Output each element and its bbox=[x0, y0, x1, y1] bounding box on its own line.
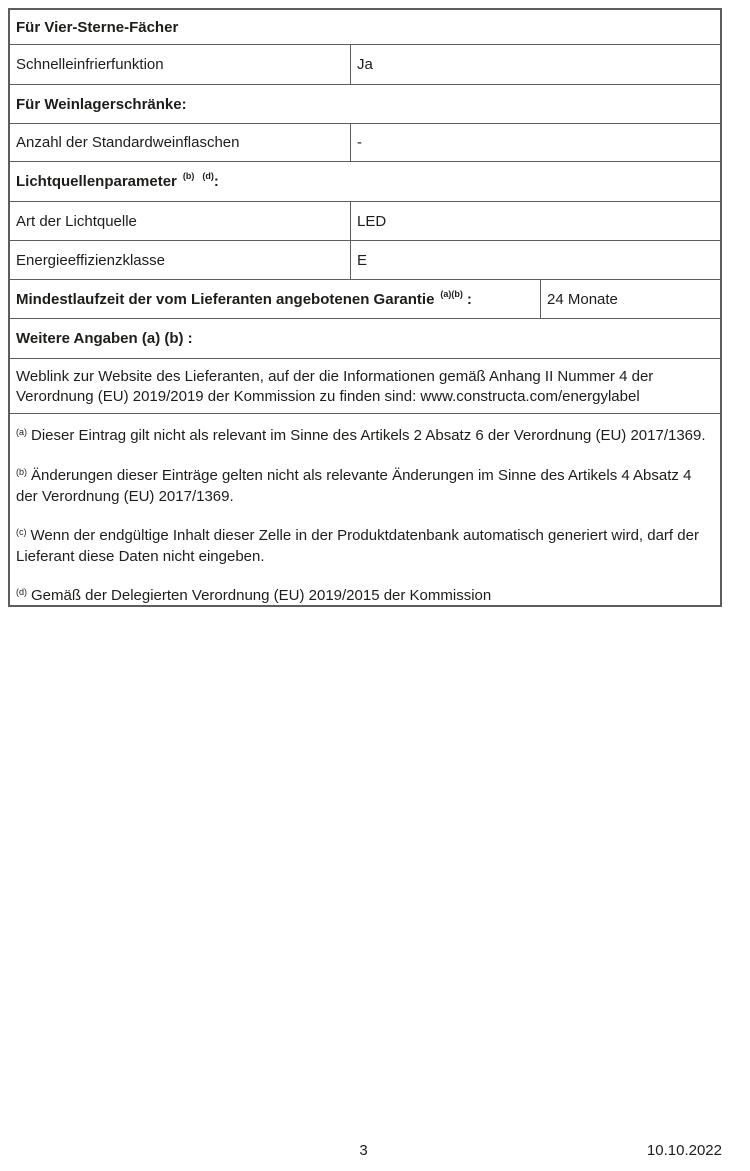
row-value-warranty bbox=[541, 280, 720, 318]
row-value-text: LED bbox=[357, 212, 387, 230]
row-value-wine-bottles bbox=[351, 124, 720, 161]
section-heading-four-star bbox=[10, 10, 720, 44]
table-row-section-wine-storage bbox=[10, 84, 720, 123]
section-heading-additional-info bbox=[10, 319, 720, 358]
row-value-text: 24 Monate bbox=[547, 290, 618, 308]
row-label-text: Art der Lichtquelle bbox=[16, 212, 137, 230]
row-label-wine-bottles bbox=[10, 124, 351, 161]
product-datasheet-table bbox=[8, 8, 722, 607]
row-value-text: - bbox=[357, 134, 362, 151]
table-row-energy-class bbox=[10, 240, 720, 279]
table-row-light-source-type bbox=[10, 201, 720, 240]
section-heading-light-source bbox=[10, 162, 720, 201]
table-row-section-additional-info bbox=[10, 318, 720, 358]
footnote-ref-b: (b) bbox=[451, 288, 463, 299]
row-label-text: Energieeffizienzklasse bbox=[16, 251, 165, 269]
footnote-a bbox=[16, 426, 708, 447]
table-row-section-four-star bbox=[10, 10, 720, 44]
table-row-wine-bottles bbox=[10, 123, 720, 161]
row-label-energy-class bbox=[10, 241, 351, 279]
row-label-warranty bbox=[10, 280, 541, 318]
row-label-text: Anzahl der Standardweinflaschen bbox=[16, 134, 240, 151]
row-label-text: Schnelleinfrierfunktion bbox=[16, 56, 164, 73]
section-heading-text: Für Weinlagerschränke: bbox=[16, 95, 187, 113]
table-row-weblink bbox=[10, 358, 720, 413]
footnote-c bbox=[16, 526, 708, 567]
section-heading-suffix: : bbox=[213, 173, 219, 190]
table-row-section-light-source bbox=[10, 161, 720, 201]
footnote-ref-b: (b) bbox=[182, 171, 195, 181]
weblink-text: Weblink zur Website des Lieferanten, auf der die Informationen gemäß Anhang II Nummer 4 der Verordnung (EU) 2019/2019 der Kommission zu finden sind: www.constructa.com/energylabel bbox=[16, 368, 654, 405]
row-value-text: E bbox=[357, 251, 368, 269]
table-row-footnotes bbox=[10, 413, 720, 605]
footnote-text-b: Änderungen dieser Einträge gelten nicht als relevante Änderungen im Sinne des Artikels 4 Absatz 4 der Verordnung (EU) 2017/1369. bbox=[16, 467, 692, 505]
footnote-marker-a: (a) bbox=[16, 427, 27, 437]
footnote-text-a: Dieser Eintrag gilt nicht als relevant im Sinne des Artikels 2 Absatz 6 der Verordnung (EU) 2017/1369. bbox=[31, 427, 706, 444]
row-value-energy-class bbox=[351, 241, 720, 279]
row-value-text: Ja bbox=[357, 56, 373, 73]
footnote-text-d: Gemäß der Delegierten Verordnung (EU) 2019/2015 der Kommission bbox=[31, 587, 492, 604]
page-number: 3 bbox=[359, 1142, 368, 1159]
row-value-light-source-type bbox=[351, 202, 720, 240]
footnote-d bbox=[16, 586, 708, 607]
footnote-text-c: Wenn der endgültige Inhalt dieser Zelle in der Produktdatenbank automatisch generiert wird, darf der Lieferant diese Daten nicht eingeben. bbox=[16, 527, 699, 565]
section-heading-text: Lichtquellenparameter bbox=[16, 173, 177, 190]
footer-date: 10.10.2022 bbox=[646, 1142, 722, 1159]
section-heading-text: Für Vier-Sterne-Fächer bbox=[16, 18, 179, 36]
table-row-warranty bbox=[10, 279, 720, 318]
table-row-fast-freeze bbox=[10, 44, 720, 84]
footnote-ref-a: (a) bbox=[440, 288, 452, 299]
section-heading-text: Weitere Angaben (a) (b) : bbox=[16, 330, 193, 347]
footnote-marker-d: (d) bbox=[16, 587, 27, 597]
row-value-fast-freeze bbox=[351, 45, 720, 84]
section-heading-wine-storage bbox=[10, 85, 720, 123]
footnote-marker-c: (c) bbox=[16, 527, 27, 537]
footnote-marker-b: (b) bbox=[16, 467, 27, 477]
footnote-b bbox=[16, 466, 708, 507]
row-label-text: Mindestlaufzeit der vom Lieferanten angebotenen Garantie bbox=[16, 290, 435, 308]
footnote-ref-d: (d) bbox=[202, 171, 214, 181]
footnotes-block bbox=[10, 414, 720, 605]
row-label-light-source-type bbox=[10, 202, 351, 240]
row-label-fast-freeze bbox=[10, 45, 351, 84]
row-label-suffix: : bbox=[466, 290, 472, 308]
